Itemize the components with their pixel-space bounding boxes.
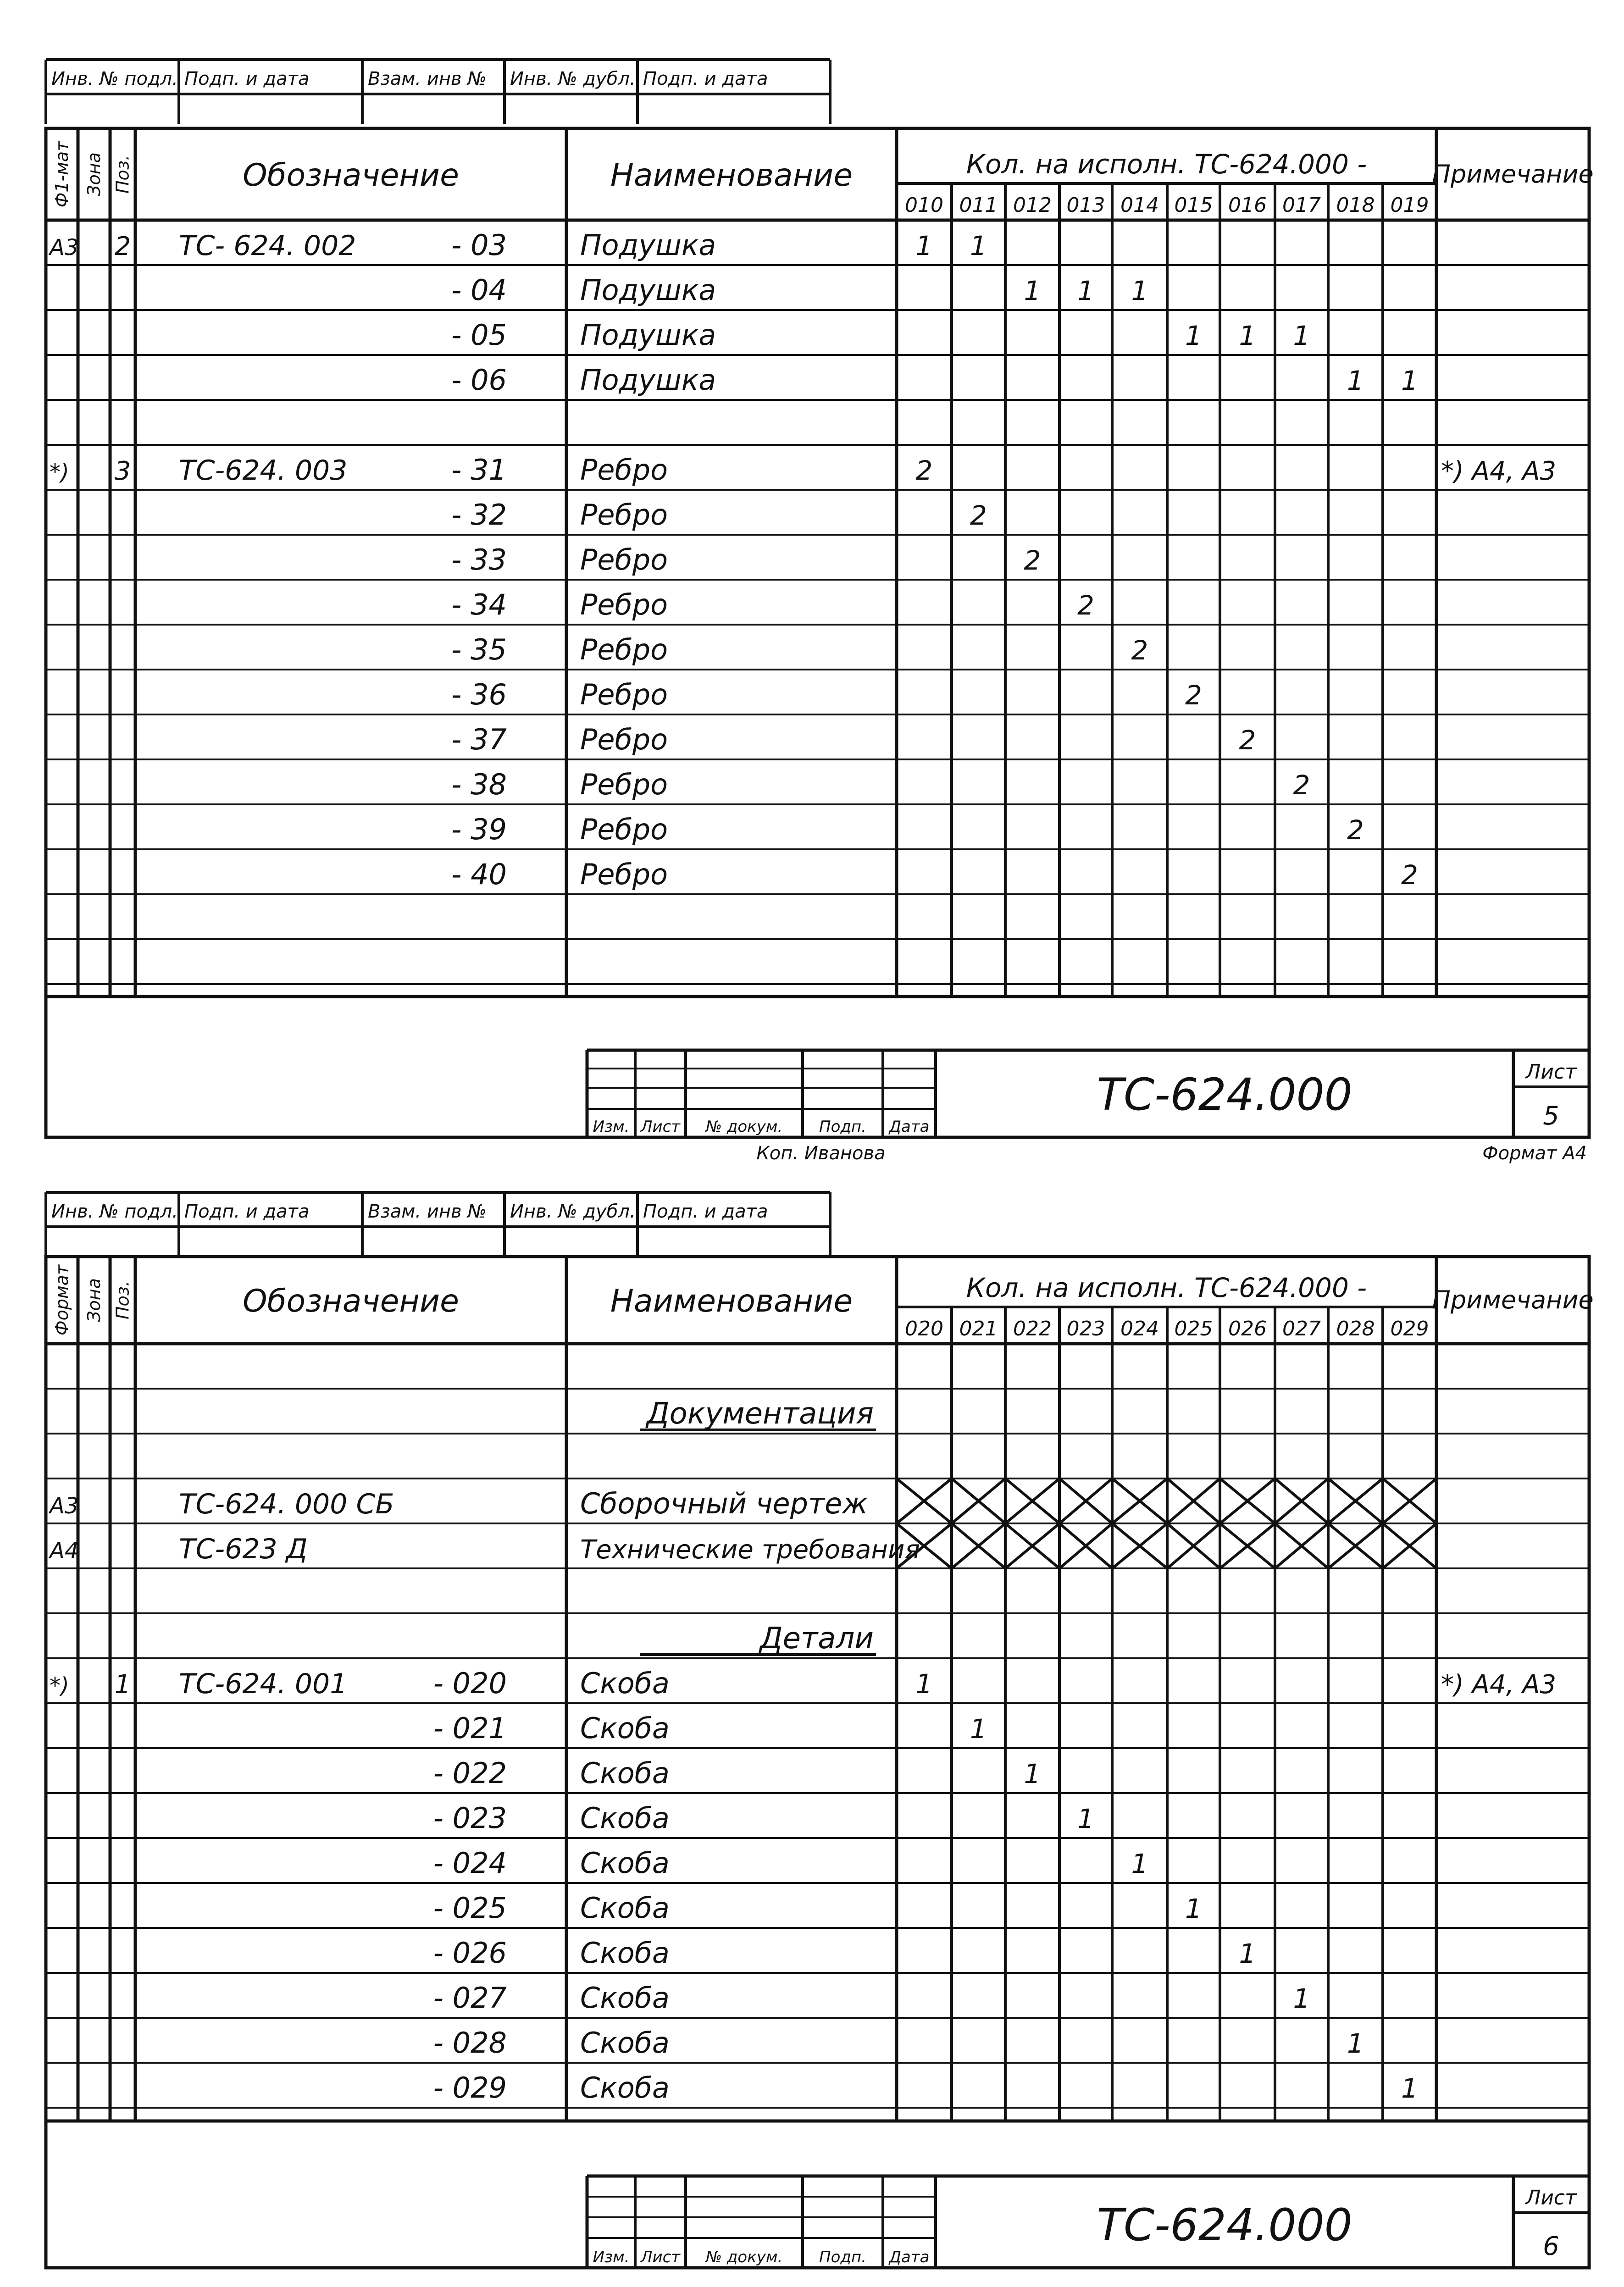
table-frame <box>46 128 1589 1137</box>
name-cell: Подушка <box>580 363 716 397</box>
name-cell: Подушка <box>580 318 716 352</box>
qty-cell: 1 <box>915 1668 933 1700</box>
qty-cell: 1 <box>1293 1983 1310 2014</box>
note-cell: *) А4, А3 <box>1441 1670 1557 1700</box>
designation-column-header: Обозначение <box>243 157 459 194</box>
title-block-header: Дата <box>889 1118 930 1136</box>
designation-cell: ТС-624. 003 <box>179 454 348 487</box>
name-cell: Скоба <box>580 2026 670 2060</box>
qty-column-header: Кол. на исполн. ТС-624.000 - <box>966 149 1367 180</box>
qty-cell: 2 <box>1024 545 1041 576</box>
qty-cell: 1 <box>1239 320 1256 351</box>
qty-cell: 1 <box>1239 1938 1256 1969</box>
variant-cell: - 024 <box>433 1846 507 1880</box>
table-row <box>46 813 1589 849</box>
name-cell: Ребро <box>580 588 668 621</box>
name-cell: Скоба <box>580 1801 670 1835</box>
table-row <box>46 498 1589 535</box>
exec-code-header: 018 <box>1336 194 1375 217</box>
exec-code-header: 019 <box>1390 194 1429 217</box>
variant-cell: - 028 <box>433 2026 507 2060</box>
exec-code-header: 013 <box>1066 194 1105 217</box>
qty-cell: 2 <box>1131 635 1148 666</box>
name-cell: Ребро <box>580 813 668 846</box>
qty-cell: 1 <box>1401 2073 1418 2104</box>
exec-code-header: 023 <box>1066 1317 1105 1340</box>
designation-cell: ТС- 624. 002 <box>179 230 356 262</box>
qty-cell: 2 <box>1401 859 1418 891</box>
variant-cell: - 021 <box>433 1711 507 1745</box>
section-heading: Документация <box>646 1397 874 1431</box>
name-cell: Скоба <box>580 1756 670 1790</box>
name-cell: Ребро <box>580 768 668 801</box>
qty-cell: 1 <box>1024 1758 1041 1789</box>
note-column-header: Примечание <box>1432 160 1594 188</box>
table-row <box>46 1846 1589 1883</box>
zone-column-header: Зона <box>84 1278 104 1322</box>
variant-cell: - 026 <box>433 1936 507 1970</box>
title-block-header: Изм. <box>593 2248 630 2266</box>
stamp-header: Инв. № подл. <box>51 1201 178 1222</box>
variant-cell: - 027 <box>433 1981 507 2015</box>
variant-cell: - 06 <box>451 363 507 397</box>
title-block-header: Изм. <box>593 1118 630 1136</box>
qty-cell: 1 <box>915 230 933 261</box>
exec-code-header: 016 <box>1228 194 1267 217</box>
variant-cell: - 025 <box>433 1891 507 1925</box>
format-cell: *) <box>50 1673 69 1699</box>
table-row <box>46 588 1589 625</box>
section-heading: Детали <box>759 1622 874 1656</box>
qty-cell: 1 <box>970 1713 987 1744</box>
table-row <box>46 363 1589 400</box>
exec-code-header: 017 <box>1282 194 1321 217</box>
name-column-header: Наименование <box>610 157 853 194</box>
sheet-six <box>46 1192 1594 2268</box>
table-row <box>46 2071 1589 2108</box>
table-row <box>46 1711 1589 1748</box>
title-block-header: № докум. <box>705 1118 783 1136</box>
name-cell: Скоба <box>580 1846 670 1880</box>
name-cell: Ребро <box>580 858 668 891</box>
qty-cell: 1 <box>1131 1848 1148 1879</box>
name-cell: Скоба <box>580 2071 670 2104</box>
name-cell: Скоба <box>580 1936 670 1970</box>
designation-cell: ТС-624. 001 <box>179 1668 348 1700</box>
title-block-header: № докум. <box>705 2248 783 2266</box>
table-row <box>46 1479 1589 1523</box>
variant-cell: - 32 <box>451 498 507 532</box>
sheet-five <box>46 60 1594 1164</box>
variant-cell: - 020 <box>433 1667 507 1700</box>
pos-cell: 2 <box>114 232 131 261</box>
variant-cell: - 022 <box>433 1756 507 1790</box>
document-number: ТС-624.000 <box>1097 2199 1352 2251</box>
qty-cell: 1 <box>1185 1893 1202 1924</box>
exec-code-header: 014 <box>1120 194 1159 217</box>
table-row <box>46 543 1589 580</box>
variant-cell: - 05 <box>451 318 507 352</box>
qty-cell: 2 <box>1239 725 1256 756</box>
variant-cell: - 31 <box>451 453 507 487</box>
exec-code-header: 029 <box>1390 1317 1429 1340</box>
qty-cell: 2 <box>1293 770 1310 801</box>
spec-rows <box>46 228 1589 984</box>
title-block-header: Подп. <box>819 1118 866 1136</box>
exec-code-header: 026 <box>1228 1317 1267 1340</box>
exec-code-header: 010 <box>905 194 943 217</box>
name-cell: Ребро <box>580 723 668 756</box>
table-row <box>46 228 1589 265</box>
stamp-header: Подп. и дата <box>643 1201 768 1222</box>
name-cell: Ребро <box>580 633 668 666</box>
variant-cell: - 33 <box>451 543 507 576</box>
title-block-header: Дата <box>889 2248 930 2266</box>
qty-cell: 1 <box>1024 275 1041 306</box>
exec-code-header: 011 <box>959 194 998 217</box>
column-header <box>46 1264 1594 1344</box>
variant-cell: - 023 <box>433 1801 507 1835</box>
stamp-header: Инв. № дубл. <box>510 68 636 89</box>
name-cell: Скоба <box>580 1711 670 1745</box>
sheet-number: 6 <box>1543 2232 1559 2261</box>
table-row <box>46 453 1589 490</box>
format-note: Формат А4 <box>1482 1143 1587 1164</box>
column-header <box>46 140 1594 220</box>
spec-rows <box>46 1389 1589 2108</box>
stamp-header: Взам. инв № <box>368 68 487 89</box>
variant-cell: - 37 <box>451 723 507 756</box>
table-row <box>46 633 1589 670</box>
note-cell: *) А4, А3 <box>1441 456 1557 486</box>
sheet-label: Лист <box>1525 2186 1577 2209</box>
format-column-header: Ф1-мат <box>52 141 72 208</box>
qty-cell: 1 <box>1347 365 1364 396</box>
variant-cell: - 39 <box>451 813 507 846</box>
table-row <box>46 678 1589 714</box>
pos-column-header: Поз. <box>112 155 133 194</box>
designation-cell: ТС-624. 000 СБ <box>179 1488 394 1520</box>
designation-column-header: Обозначение <box>243 1283 459 1319</box>
qty-cell: 2 <box>915 455 933 486</box>
format-cell: А4 <box>50 1538 79 1564</box>
stamp-header: Инв. № подл. <box>51 68 178 89</box>
qty-cell: 2 <box>970 500 987 531</box>
variant-cell: - 38 <box>451 768 507 801</box>
sheet-number: 5 <box>1543 1101 1559 1131</box>
name-cell: Скоба <box>580 1667 670 1700</box>
name-cell: Скоба <box>580 1891 670 1925</box>
qty-cell: 1 <box>1077 275 1094 306</box>
exec-code-header: 027 <box>1282 1317 1321 1340</box>
table-row <box>46 1523 1589 1568</box>
title-block-header: Лист <box>640 2248 681 2266</box>
sheet-label: Лист <box>1525 1060 1577 1084</box>
name-cell: Подушка <box>580 273 716 307</box>
revision-stamp-strip <box>46 1192 830 1257</box>
table-row <box>46 1801 1589 1838</box>
stamp-header: Подп. и дата <box>184 1201 310 1222</box>
exec-code-header: 028 <box>1336 1317 1375 1340</box>
title-block <box>587 2176 1589 2268</box>
qty-cell: 2 <box>1347 814 1364 846</box>
table-row <box>46 1981 1589 2018</box>
exec-code-header: 025 <box>1174 1317 1213 1340</box>
stamp-header: Подп. и дата <box>184 68 310 89</box>
qty-column-header: Кол. на исполн. ТС-624.000 - <box>966 1272 1367 1303</box>
qty-cell: 1 <box>1131 275 1148 306</box>
qty-cell: 1 <box>970 230 987 261</box>
pos-cell: 1 <box>114 1670 131 1700</box>
revision-stamp-strip <box>46 60 830 124</box>
stamp-header: Взам. инв № <box>368 1201 487 1222</box>
name-cell: Скоба <box>580 1981 670 2015</box>
copied-by-note: Коп. Иванова <box>756 1143 886 1164</box>
stamp-header: Подп. и дата <box>643 68 768 89</box>
qty-cell: 1 <box>1077 1803 1094 1834</box>
title-block-header: Подп. <box>819 2248 866 2266</box>
title-block <box>587 1050 1589 1137</box>
qty-cell: 1 <box>1293 320 1310 351</box>
variant-cell: - 35 <box>451 633 507 666</box>
variant-cell: - 029 <box>433 2071 507 2104</box>
table-row <box>46 273 1589 310</box>
format-cell: А3 <box>50 235 79 260</box>
table-row <box>46 1936 1589 1973</box>
table-row <box>46 768 1589 804</box>
name-cell: Ребро <box>580 543 668 576</box>
qty-cell: 1 <box>1185 320 1202 351</box>
name-cell: Подушка <box>580 228 716 262</box>
name-column-header: Наименование <box>610 1283 853 1319</box>
exec-code-header: 024 <box>1120 1317 1159 1340</box>
variant-cell: - 04 <box>451 273 507 307</box>
table-row <box>46 1891 1589 1928</box>
pos-cell: 3 <box>114 456 131 486</box>
document-number: ТС-624.000 <box>1097 1069 1352 1120</box>
variant-cell: - 34 <box>451 588 507 621</box>
exec-code-header: 015 <box>1174 194 1213 217</box>
pos-column-header: Поз. <box>112 1280 133 1320</box>
qty-cell: 2 <box>1077 590 1094 621</box>
table-row <box>46 1397 1589 1434</box>
stamp-header: Инв. № дубл. <box>510 1201 636 1222</box>
zone-column-header: Зона <box>84 152 104 196</box>
designation-cell: ТС-623 Д <box>179 1533 308 1565</box>
table-row <box>46 858 1589 894</box>
name-cell: Технические требования <box>580 1535 920 1565</box>
format-cell: А3 <box>50 1493 79 1519</box>
exec-code-header: 021 <box>959 1317 998 1340</box>
exec-code-header: 020 <box>905 1317 943 1340</box>
table-row <box>46 318 1589 355</box>
table-row <box>46 1756 1589 1793</box>
name-cell: Ребро <box>580 453 668 487</box>
table-row <box>46 723 1589 759</box>
qty-cell: 1 <box>1401 365 1418 396</box>
table-row <box>46 2026 1589 2063</box>
variant-cell: - 36 <box>451 678 507 711</box>
exec-code-header: 022 <box>1013 1317 1052 1340</box>
name-cell: Сборочный чертеж <box>580 1487 868 1520</box>
format-cell: *) <box>50 460 69 485</box>
name-cell: Ребро <box>580 498 668 532</box>
table-row <box>46 1667 1589 1703</box>
note-column-header: Примечание <box>1432 1285 1594 1314</box>
variant-cell: - 40 <box>451 858 507 891</box>
variant-cell: - 03 <box>451 228 507 262</box>
qty-cell: 1 <box>1347 2028 1364 2059</box>
exec-code-header: 012 <box>1013 194 1052 217</box>
format-column-header: Формат <box>52 1264 72 1336</box>
table-row <box>46 1622 1589 1658</box>
qty-cell: 2 <box>1185 680 1202 711</box>
title-block-header: Лист <box>640 1118 681 1136</box>
name-cell: Ребро <box>580 678 668 711</box>
